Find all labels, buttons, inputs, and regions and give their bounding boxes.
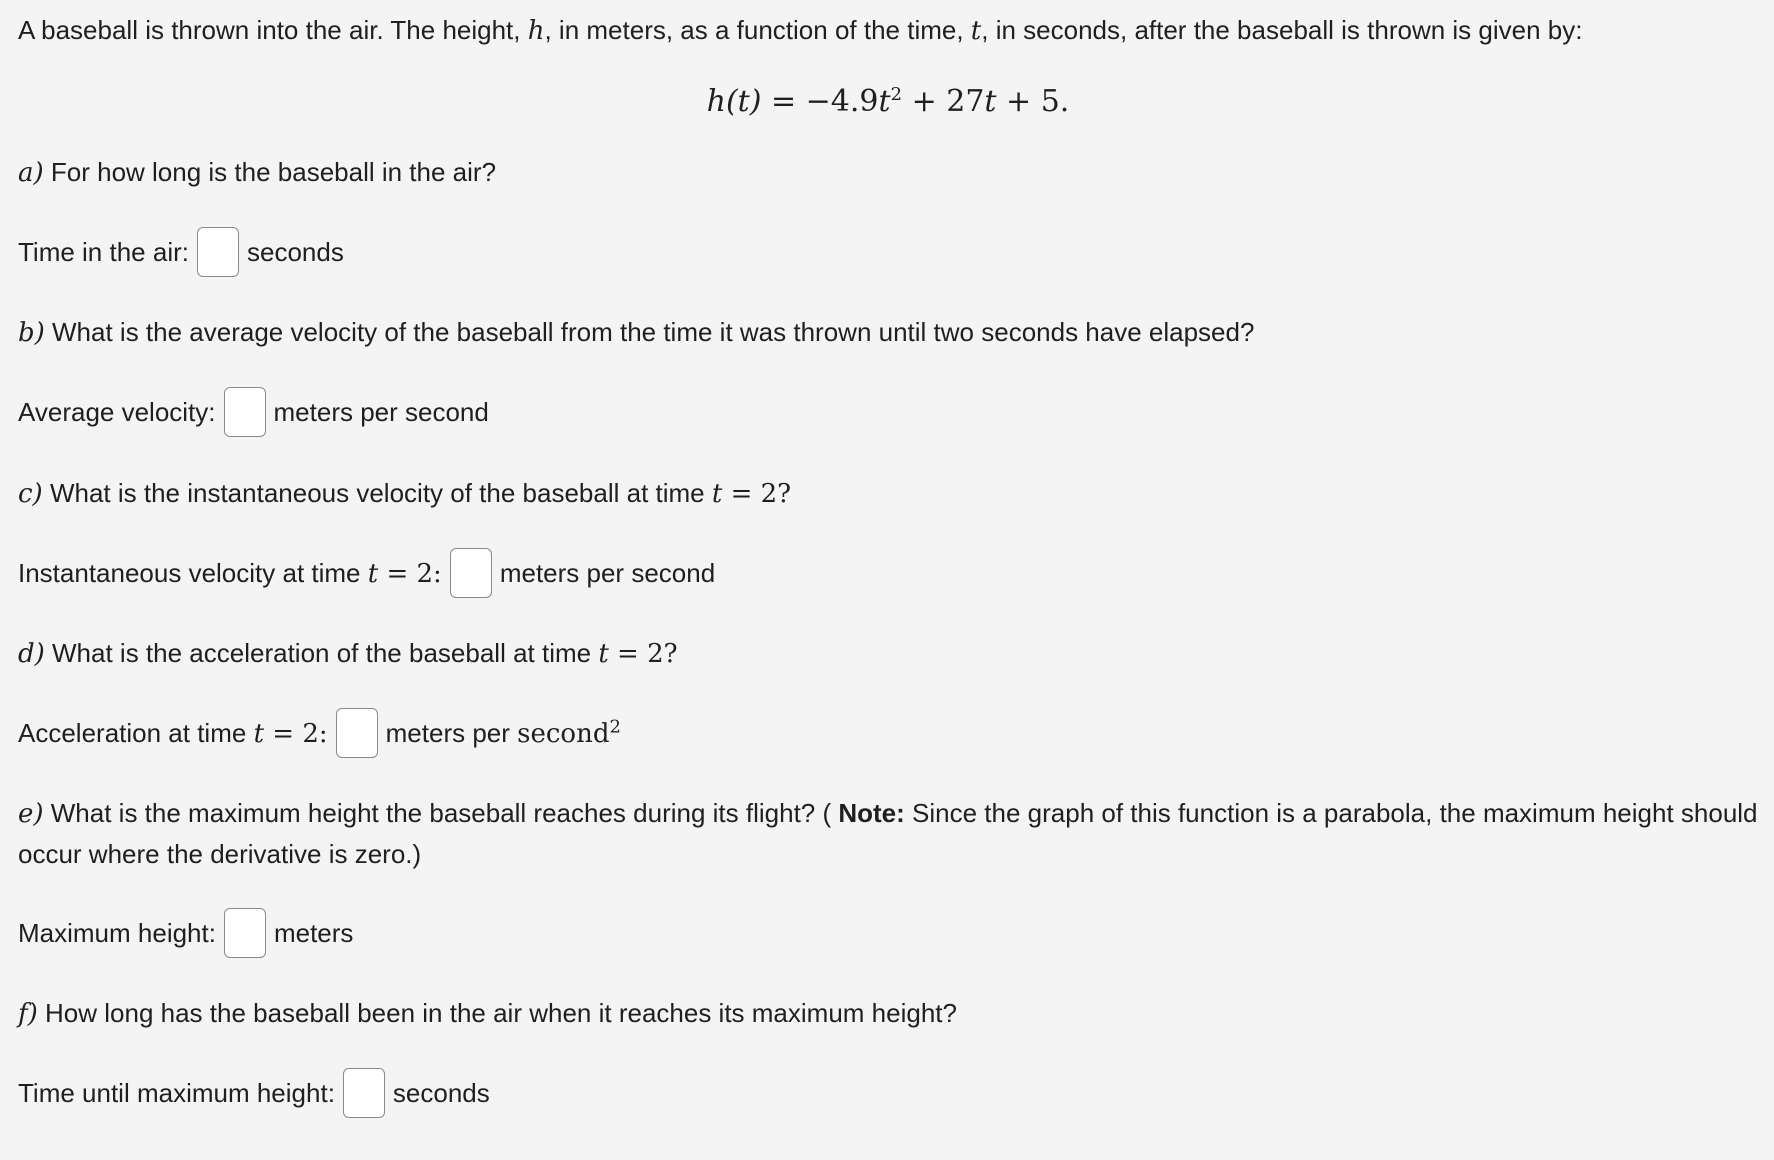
problem-intro	[18, 13, 1582, 48]
answer-row-f	[18, 1065, 490, 1121]
answer-c-unit: meters per second	[499, 558, 716, 588]
question-b	[18, 315, 1254, 350]
equation-part-3: + 5.	[996, 84, 1070, 119]
part-letter-e: e)	[18, 799, 44, 829]
answer-row-d	[18, 705, 621, 761]
question-c-var-t: t	[711, 479, 723, 509]
part-letter-f: f)	[18, 999, 38, 1029]
part-letter-d: d)	[18, 639, 45, 669]
question-f-text: How long has the baseball been in the air when it reaches its maximum height?	[37, 998, 957, 1028]
question-c-value: = 2?	[722, 479, 792, 509]
answer-a-label: Time in the air:	[18, 237, 189, 267]
time-until-max-height-input[interactable]	[343, 1068, 385, 1118]
question-a	[18, 155, 496, 190]
answer-row-e	[18, 905, 353, 961]
question-d	[18, 636, 678, 671]
intro-text-3: , in seconds, after the baseball is thrown is given by:	[981, 15, 1583, 45]
question-e-note-text: Since the graph of this function is a parabola, the maximum height should occur where the derivative is zero.)	[18, 798, 1758, 869]
answer-c-var-t: t	[367, 558, 379, 589]
question-e	[18, 793, 1758, 874]
height-equation	[18, 82, 1758, 122]
question-c-text: What is the instantaneous velocity of the baseball at time	[42, 478, 712, 508]
question-a-text: For how long is the baseball in the air?	[43, 157, 497, 187]
maximum-height-input[interactable]	[224, 908, 266, 958]
instantaneous-velocity-input[interactable]	[450, 548, 492, 598]
answer-b-unit: meters per second	[273, 397, 489, 427]
answer-row-c	[18, 545, 715, 601]
answer-d-unit-exponent: 2	[609, 715, 621, 737]
equation-t1: t	[878, 84, 891, 119]
average-velocity-input[interactable]	[224, 387, 266, 437]
answer-row-a	[18, 224, 344, 280]
equation-lhs: h(t)	[706, 84, 762, 119]
acceleration-input[interactable]	[336, 708, 378, 758]
answer-e-unit: meters	[273, 918, 354, 948]
answer-d-unit-text: meters per	[385, 717, 518, 748]
answer-c-label	[18, 545, 442, 602]
question-b-text: What is the average velocity of the baseball from the time it was thrown until two seconds have elapsed?	[44, 317, 1255, 347]
part-letter-a: a)	[18, 158, 44, 188]
question-d-text: What is the acceleration of the baseball at time	[44, 638, 599, 668]
question-d-var-t: t	[598, 639, 609, 669]
intro-text-1: A baseball is thrown into the air. The height,	[18, 15, 528, 45]
answer-d-label-text: Acceleration at time	[18, 717, 254, 748]
question-e-note: Note:	[838, 798, 905, 828]
answer-c-label-text: Instantaneous velocity at time	[18, 557, 368, 588]
answer-a-unit: seconds	[246, 237, 344, 267]
question-f	[18, 996, 957, 1031]
answer-row-b	[18, 384, 489, 440]
answer-f-unit: seconds	[392, 1078, 490, 1108]
question-d-value: = 2?	[608, 639, 678, 669]
equation-part-2: + 27	[902, 84, 985, 119]
answer-d-unit-word: second	[517, 718, 610, 749]
intro-var-h: h	[527, 16, 545, 46]
question-c	[18, 476, 791, 511]
equation-part-1: = −4.9	[761, 84, 879, 119]
equation-t2: t	[984, 84, 997, 119]
answer-d-label-value: = 2:	[264, 718, 328, 749]
answer-d-label	[18, 705, 328, 762]
answer-d-var-t: t	[253, 718, 265, 749]
answer-f-label: Time until maximum height:	[18, 1078, 335, 1108]
answer-d-unit	[386, 705, 621, 762]
part-letter-c: c)	[18, 479, 43, 509]
answer-e-label: Maximum height:	[18, 918, 216, 948]
time-in-air-input[interactable]	[197, 227, 239, 277]
answer-b-label: Average velocity:	[18, 397, 216, 427]
intro-text-2: , in meters, as a function of the time,	[544, 15, 971, 45]
intro-var-t: t	[970, 16, 982, 46]
question-e-text: What is the maximum height the baseball reaches during its flight? (	[43, 798, 839, 828]
equation-exponent: 2	[890, 84, 903, 105]
part-letter-b: b)	[18, 318, 45, 348]
answer-c-label-value: = 2:	[378, 558, 442, 589]
